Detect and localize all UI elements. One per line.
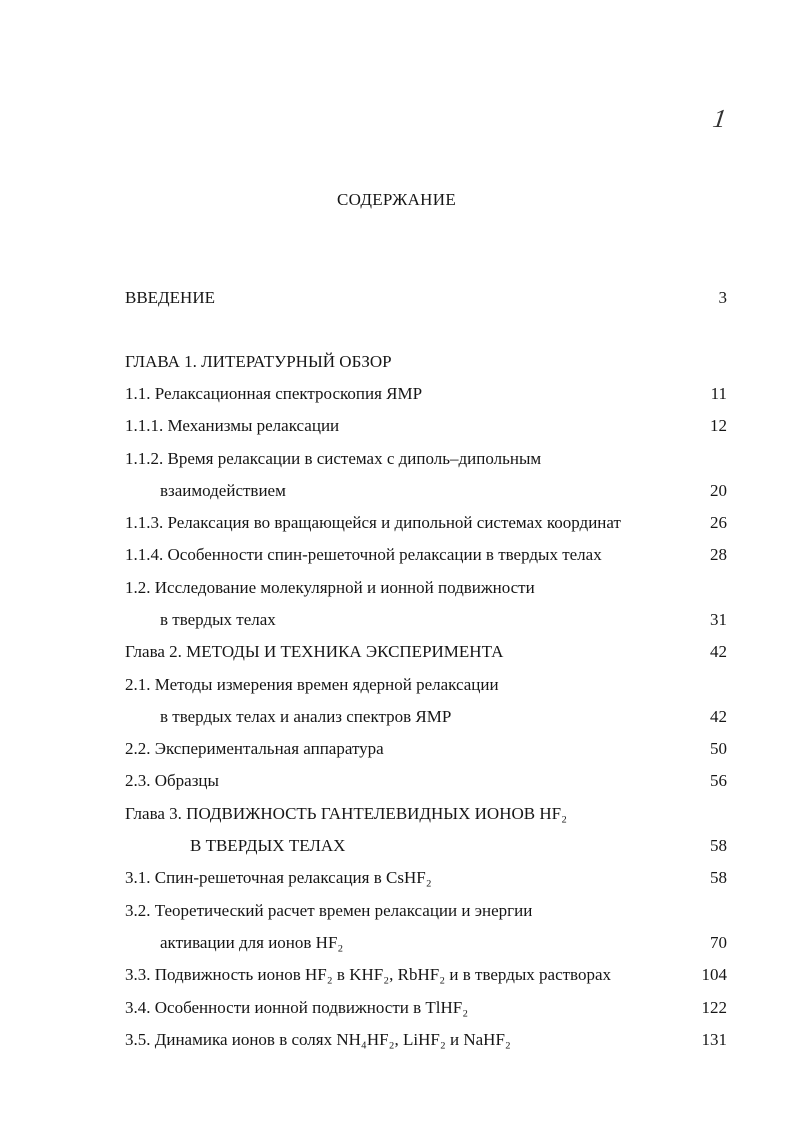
toc-entry bbox=[0, 479, 793, 503]
toc-entry-title: активации для ионов HF₂ bbox=[160, 933, 344, 952]
toc-entry-title: Глава 2. МЕТОДЫ И ТЕХНИКА ЭКСПЕРИМЕНТА bbox=[125, 642, 504, 661]
handwritten-page-number: 1 bbox=[711, 104, 729, 133]
toc-entry-title: 1.1.2. Время релаксации в системах с диполь–дипольным bbox=[125, 449, 542, 468]
toc-entry-page: 122 bbox=[701, 998, 727, 1017]
toc-entry-page: 20 bbox=[710, 481, 727, 500]
toc-entry-page: 58 bbox=[710, 836, 727, 855]
toc-entry-title: в твердых телах bbox=[160, 610, 276, 629]
toc-entry-title: 1.1.3. Релаксация во вращающейся и дипольной системах координат bbox=[125, 513, 621, 532]
toc-entry-page: 42 bbox=[710, 707, 727, 726]
toc-entry-title: 2.3. Образцы bbox=[125, 771, 219, 790]
toc-entry-page: 42 bbox=[710, 642, 727, 661]
toc-entry-title: 3.5. Динамика ионов в солях NH₄HF₂, LiHF₂ и NaHF₂ bbox=[125, 1030, 511, 1049]
toc-entry bbox=[0, 737, 793, 761]
toc-entry bbox=[0, 447, 793, 471]
toc-entry-page: 70 bbox=[710, 933, 727, 952]
toc-entry bbox=[0, 576, 793, 600]
toc-entry bbox=[0, 996, 793, 1020]
toc-entry-page: 28 bbox=[710, 545, 727, 564]
toc-entry-title: Глава 3. ПОДВИЖНОСТЬ ГАНТЕЛЕВИДНЫХ ИОНОВ HF₂ bbox=[125, 804, 568, 823]
toc-entry-page: 12 bbox=[710, 416, 727, 435]
toc-entry-title: в твердых телах и анализ спектров ЯМР bbox=[160, 707, 452, 726]
toc-entry-title: 3.3. Подвижность ионов HF₂ в KHF₂, RbHF₂ и в твердых растворах bbox=[125, 965, 611, 984]
toc-entry-title: взаимодействием bbox=[160, 481, 286, 500]
toc-entry-title: 3.2. Теоретический расчет времен релаксации и энергии bbox=[125, 901, 533, 920]
toc-entry-page: 31 bbox=[710, 610, 727, 629]
toc-entry-page: 11 bbox=[710, 384, 727, 403]
toc-entry bbox=[0, 511, 793, 535]
toc-entry-title: 2.1. Методы измерения времен ядерной релаксации bbox=[125, 675, 499, 694]
toc-entry bbox=[0, 963, 793, 987]
toc-entry-title: ВВЕДЕНИЕ bbox=[125, 288, 215, 307]
toc-entry-page: 131 bbox=[701, 1030, 727, 1049]
toc-entry-title: 3.4. Особенности ионной подвижности в TlHF₂ bbox=[125, 998, 469, 1017]
toc-entry-page: 58 bbox=[710, 868, 727, 887]
toc-entry-title: 2.2. Экспериментальная аппаратура bbox=[125, 739, 384, 758]
page-title: СОДЕРЖАНИЕ bbox=[336, 190, 457, 209]
toc-entry-title: В ТВЕРДЫХ ТЕЛАХ bbox=[190, 836, 346, 855]
toc-entry bbox=[0, 673, 793, 697]
toc-entry bbox=[0, 382, 793, 406]
toc-entry-title: 1.2. Исследование молекулярной и ионной подвижности bbox=[125, 578, 535, 597]
toc-entry-page: 50 bbox=[710, 739, 727, 758]
toc-entry bbox=[0, 866, 793, 890]
toc-entry-title: ГЛАВА 1. ЛИТЕРАТУРНЫЙ ОБЗОР bbox=[125, 352, 392, 371]
toc-entry bbox=[0, 608, 793, 632]
toc-entry-title: 1.1. Релаксационная спектроскопия ЯМР bbox=[125, 384, 423, 403]
toc-entry bbox=[0, 1028, 793, 1052]
toc-entry-title: 3.1. Спин-решеточная релаксация в CsHF₂ bbox=[125, 868, 432, 887]
toc-entry bbox=[0, 286, 793, 310]
toc-entry-page: 104 bbox=[701, 965, 727, 984]
toc-entry bbox=[0, 350, 793, 374]
toc-entry-page: 56 bbox=[710, 771, 727, 790]
toc-entry bbox=[0, 802, 793, 826]
toc-entry-page: 3 bbox=[718, 288, 727, 307]
toc-entry bbox=[0, 769, 793, 793]
toc-entry bbox=[0, 705, 793, 729]
toc-entry-page: 26 bbox=[710, 513, 727, 532]
toc-entry bbox=[0, 543, 793, 567]
toc-entry bbox=[0, 931, 793, 955]
toc-entry bbox=[0, 834, 793, 858]
toc-entry bbox=[0, 640, 793, 664]
toc-entry bbox=[0, 899, 793, 923]
toc-entry bbox=[0, 414, 793, 438]
toc-entry-title: 1.1.1. Механизмы релаксации bbox=[125, 416, 340, 435]
toc-entry-title: 1.1.4. Особенности спин-решеточной релаксации в твердых телах bbox=[125, 545, 602, 564]
